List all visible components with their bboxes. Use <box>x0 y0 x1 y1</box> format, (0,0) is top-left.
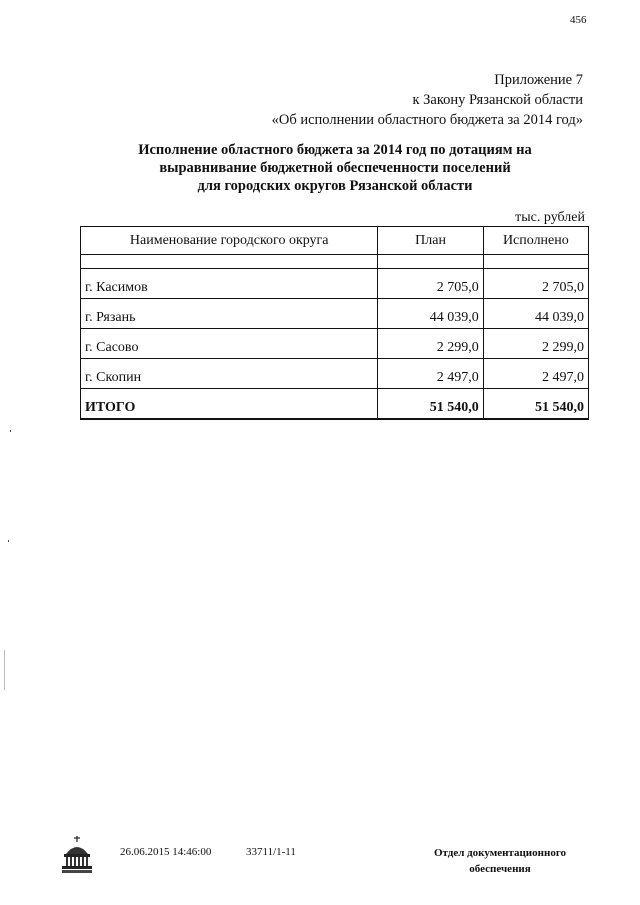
total-row <box>81 389 589 420</box>
table-row <box>81 299 589 329</box>
appendix-law: к Закону Рязанской области <box>412 92 583 108</box>
row-plan: 44 039,0 <box>378 299 483 329</box>
footer-doc-number: 33711/1-11 <box>246 846 296 858</box>
page-number: 456 <box>570 14 587 26</box>
row-executed: 2 705,0 <box>483 269 588 299</box>
row-plan: 2 705,0 <box>378 269 483 299</box>
row-name: г. Сасово <box>81 329 378 359</box>
budget-table <box>80 226 589 420</box>
row-executed: 44 039,0 <box>483 299 588 329</box>
row-name: г. Рязань <box>81 299 378 329</box>
header-name: Наименование городского округа <box>81 227 378 255</box>
table-row <box>81 359 589 389</box>
table-header-row <box>81 227 589 255</box>
scan-artifact <box>8 540 9 542</box>
row-plan: 2 497,0 <box>378 359 483 389</box>
department-line-2: обеспечения <box>469 863 531 875</box>
department-line-1: Отдел документационного <box>433 847 567 859</box>
appendix-law-name: «Об исполнении областного бюджета за 2014 год» <box>271 112 583 128</box>
title-line-1: Исполнение областного бюджета за 2014 год по дотациям на <box>138 142 532 158</box>
units-label: тыс. рублей <box>515 210 585 225</box>
appendix-block <box>272 70 583 130</box>
row-executed: 2 497,0 <box>483 359 588 389</box>
row-plan: 2 299,0 <box>378 329 483 359</box>
row-executed: 2 299,0 <box>483 329 588 359</box>
scan-artifact <box>10 430 11 432</box>
header-plan: План <box>378 227 483 255</box>
total-plan: 51 540,0 <box>378 389 483 420</box>
duma-logo-icon <box>58 834 96 874</box>
total-executed: 51 540,0 <box>483 389 588 420</box>
row-name: г. Скопин <box>81 359 378 389</box>
appendix-title: Приложение 7 <box>494 72 583 88</box>
spacer-row <box>81 255 589 269</box>
total-label: ИТОГО <box>81 389 378 420</box>
title-line-2: выравнивание бюджетной обеспеченности поселений <box>159 160 511 176</box>
footer-datetime: 26.06.2015 14:46:00 <box>120 846 212 858</box>
document-title <box>80 141 590 195</box>
header-executed: Исполнено <box>483 227 588 255</box>
table-row <box>81 329 589 359</box>
table-row <box>81 269 589 299</box>
scan-artifact <box>4 650 5 690</box>
row-name: г. Касимов <box>81 269 378 299</box>
department-stamp <box>400 845 600 877</box>
title-line-3: для городских округов Рязанской области <box>197 178 473 194</box>
